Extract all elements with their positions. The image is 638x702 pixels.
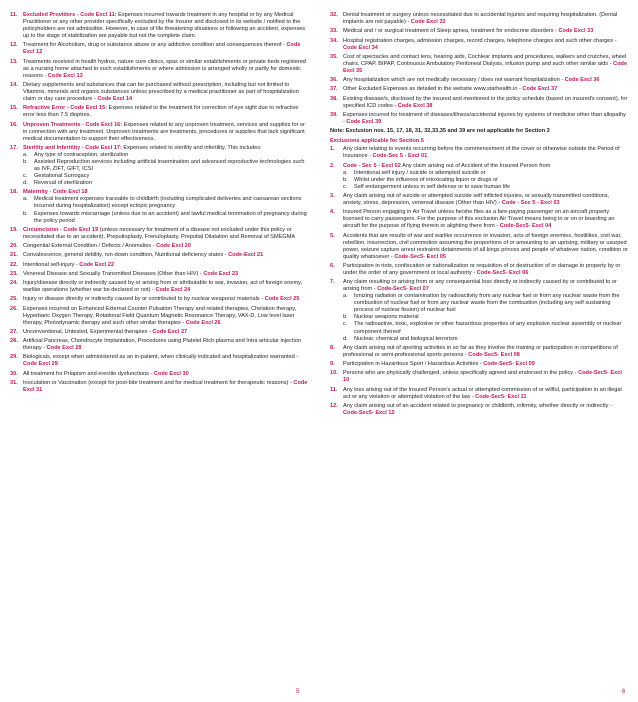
sub-clause-text: Medical treatment expenses traceable to childbirth (including complicated deliveries and caesarean sections incurred during hospitalization) except ectopic pregnancy xyxy=(34,196,302,210)
exclusion-code: Code Excl 22 xyxy=(79,261,115,268)
clause-body xyxy=(343,403,628,417)
clause-item xyxy=(10,42,308,56)
clause-item xyxy=(330,112,628,126)
clause-body xyxy=(343,387,628,401)
exclusion-code: Code-Sec5- Excl 07 xyxy=(377,286,429,293)
clause-number: 35. xyxy=(330,53,338,60)
clause-text: Any claim arising out of sporting activities in so far as they involve the training or participation in competitions of professional or semi-professional sports persons - xyxy=(343,344,618,358)
clause-text: Hospital registration charges, admission charges, record charges, telephone charges and such other charges - xyxy=(343,37,617,44)
clause-body xyxy=(23,122,308,143)
clause-text: Expenses related to any unproven treatment, services and supplies for or in connection with any treatment. Unproven treatments are treatments, procedures or supplies that lack significant medical documentation to support their effectiveness. xyxy=(23,121,306,142)
exclusion-code: Code Excl 34 xyxy=(343,44,378,51)
exclusion-code: Code Excl 24 xyxy=(155,287,191,294)
exclusion-code: Code-Sec5- Excl 04 xyxy=(499,223,552,230)
sub-clause-letter: b. xyxy=(343,176,348,183)
clause-number: 31. xyxy=(10,379,18,386)
clause-body xyxy=(343,112,628,126)
clause-body xyxy=(23,296,308,303)
clause-item xyxy=(10,306,308,327)
clause-item xyxy=(10,296,308,303)
clause-item xyxy=(330,38,628,52)
exclusion-code: Code Excl 31 xyxy=(23,379,308,393)
clause-text: Expenses related to the treatment for correction of eye sight due to refractive error less than 7.5 dioptres. xyxy=(23,105,299,119)
section5-heading: Exclusions applicable for Section 5 xyxy=(330,138,424,145)
clause-number: 28. xyxy=(10,338,18,345)
exclusion-code: Code-Sec5- Excl 12 xyxy=(343,409,395,416)
clause-body xyxy=(343,54,628,75)
clause-body xyxy=(23,82,308,103)
exclusion-code: Code Excl 25 xyxy=(264,296,300,303)
clause-text: Expenses related to sterility and infertility. This includes: xyxy=(121,144,262,151)
clause-title: Circumcision - Code Excl 19 xyxy=(23,226,99,233)
clause-title: Excluded Providers - Code Excl 11: xyxy=(23,12,117,18)
sub-clause-letter: a. xyxy=(23,151,28,158)
clause-number: 13. xyxy=(10,58,18,65)
clause-text: Artificial Pancreas, Chondrocyte Implantation, Procedures using Platelet Rich plasma and Intra articular injection therapy - xyxy=(23,338,301,352)
clause-number: 17. xyxy=(10,144,18,151)
clause-body xyxy=(343,12,628,26)
sub-clause-letter: b. xyxy=(343,314,348,321)
exclusion-code: Code Excl 37 xyxy=(522,86,558,93)
clause-number: 21. xyxy=(10,252,18,259)
clause-number: 6. xyxy=(330,262,335,269)
clause-body xyxy=(343,263,628,277)
exclusion-code: Code-Excl 21 xyxy=(228,252,264,259)
sub-clause xyxy=(23,211,308,225)
clause-item xyxy=(10,122,308,143)
clause-item xyxy=(330,96,628,110)
sub-clause xyxy=(23,152,308,159)
exclusion-code: Code Excl 14 xyxy=(97,96,133,103)
exclusion-code: Code Excl 20 xyxy=(156,243,191,250)
clause-number: 1. xyxy=(330,146,335,153)
sub-clause-letter: b. xyxy=(23,159,28,166)
clause-number: 15. xyxy=(10,105,18,112)
clause-text: Congenital External Condition / Defects / Anomalies - xyxy=(23,243,157,250)
exclusion-code: Code-Sec5- Excl 11 xyxy=(475,393,527,400)
clause-number: 24. xyxy=(10,280,18,287)
exclusion-code: Code Excl 39 xyxy=(346,118,382,125)
clause-item xyxy=(330,28,628,35)
clause-item xyxy=(330,77,628,84)
clause-body xyxy=(343,28,628,35)
clause-text: Unconventional, Untested, Experimental therapies - xyxy=(23,328,153,335)
exclusion-code: Code-Sec5- Excl 10 xyxy=(343,370,622,384)
clause-body xyxy=(23,227,308,241)
exclusion-code: Code-Sec 5 - Excl 01 xyxy=(372,153,428,160)
clause-body xyxy=(23,252,308,259)
clause-number: 2. xyxy=(330,162,335,169)
clause-body xyxy=(343,370,628,384)
clause-item xyxy=(330,146,628,160)
clause-item xyxy=(330,403,628,417)
clause-number: 33. xyxy=(330,28,338,35)
clause-text: Dental treatment or surgery unless necessitated due to accidental injuries and requiring hospitalization. (Dental implants are not payable) - xyxy=(343,12,618,26)
exclusion-code: Code Excl 33 xyxy=(558,28,594,35)
sub-clause xyxy=(23,159,308,173)
clause-text: Inoculation or Vaccination (except for post-bite treatment and for medical treatment for therapeutic reasons) - xyxy=(23,379,294,386)
clause-item xyxy=(330,279,628,342)
clause-number: 32. xyxy=(330,12,338,18)
clause-title: Unproven Treatments - Code Excl 16: xyxy=(23,121,123,128)
left-column xyxy=(10,12,308,396)
clause-body xyxy=(343,86,628,93)
sub-clause xyxy=(343,177,628,184)
sub-clause-text: Ionizing radiation or contamination by radioactivity from any nuclear fuel or from any nuclear waste from the combustion of nuclear fuel or from any nuclear waste from the combustion (including any self sustaining process of nuclear fission) of nuclear fuel xyxy=(354,293,620,314)
sub-clause xyxy=(23,173,308,180)
clause-number: 3. xyxy=(330,192,335,199)
sub-clause-letter: a. xyxy=(343,169,348,176)
page-number-right: 6 xyxy=(622,689,626,695)
clause-number: 12. xyxy=(330,402,338,409)
exclusion-code: Code Excl 29 xyxy=(23,361,58,368)
clause-item xyxy=(330,263,628,277)
clause-number: 16. xyxy=(10,121,18,128)
clause-text: Treatment for Alcoholism, drug or substance abuse or any addictive condition and consequences thereof - xyxy=(23,42,287,49)
clause-text: Expenses incurred for treatment of diseases/illness/accidental injuries by systems of medicine other than allopathy - xyxy=(343,111,626,125)
clause-body xyxy=(23,42,308,56)
sub-clause xyxy=(343,184,628,191)
exclusion-code: Code Excl 12 xyxy=(23,42,301,56)
sub-clause-letter: c. xyxy=(343,183,348,190)
clause-number: 22. xyxy=(10,261,18,268)
clause-item xyxy=(10,371,308,378)
clause-number: 23. xyxy=(10,270,18,277)
clause-item xyxy=(10,12,308,40)
clause-item xyxy=(10,252,308,259)
clause-body xyxy=(23,243,308,250)
sub-clause-letter: d. xyxy=(343,335,348,342)
clause-item xyxy=(330,345,628,359)
clause-text: Insured Person engaging in Air Travel unless he/she flies as a fare-paying passenger on an aircraft properly licensed to carry passengers. For the purpose of this exclusion Air Travel means being in or on or boarding an aircraft for the purpose of flying therein or alighting there from - xyxy=(343,209,615,230)
clause-item xyxy=(330,86,628,93)
sub-clause xyxy=(343,170,628,177)
clause-item xyxy=(330,387,628,401)
clause-number: 11. xyxy=(330,386,338,393)
clause-body xyxy=(23,189,308,224)
clause-text: (unless necessary for treatment of a disease not excluded under this policy or necessitated due to an accident), Preputioplasty, Frenuloplasty, Preputial Dilatation and Removal of SMEGMA xyxy=(23,226,296,240)
clause-number: 26. xyxy=(10,305,18,312)
clause-text: Dietary supplements and substances that can be purchased without prescription, including but not limited to Vitamins, minerals and organic substances unless prescribed by a medical practitioner as part of hospitalization claim or day care procedure - xyxy=(23,81,299,103)
sub-clause-text: The radioactive, toxic, explosive or other hazardous properties of any explosive nuclear assembly or nuclear component thereof xyxy=(354,321,622,335)
exclusion-code: Code Excl 26 xyxy=(185,319,221,326)
clause-text: Any claim resulting or arising from or any consequential loss directly or indirectly caused by or contributed to or arising from - xyxy=(343,279,617,293)
clause-number: 19. xyxy=(10,226,18,233)
sub-clause-text: Gestational Surrogacy xyxy=(34,173,90,180)
clause-item xyxy=(10,329,308,336)
sub-clause xyxy=(343,314,628,321)
clause-text-tail: Any claim arising out of Accident of the Insured Person from xyxy=(400,162,551,169)
clause-body xyxy=(343,361,628,368)
exclusion-code: Code - Sec 5 - Excl 03 xyxy=(501,199,560,206)
clause-number: 36. xyxy=(330,77,338,84)
clause-text: Venereal Disease and Sexually Transmitted Diseases (Other than HIV) - xyxy=(23,270,204,277)
clause-item xyxy=(330,163,628,191)
clause-item xyxy=(330,54,628,75)
clause-item xyxy=(10,271,308,278)
clause-item xyxy=(330,233,628,261)
clause-body xyxy=(23,105,308,119)
clause-text: Any claim relating to events occurring before the commencement of the cover or otherwise outside the Period of Insurance - xyxy=(343,146,620,160)
sub-clause-letter: b. xyxy=(23,210,28,217)
exclusion-code: Code-Sec5- Excl 06 xyxy=(476,269,529,276)
exclusion-code: Code-Sec5- Excl 09 xyxy=(483,361,535,368)
clause-text: Convalescence, general debility, run-down condition, Nutritional deficiency states - xyxy=(23,252,229,259)
sub-clause-text: Whilst under the influence of intoxicating liquor or drugs or xyxy=(354,176,498,183)
clause-body xyxy=(23,12,308,40)
clause-body xyxy=(343,209,628,230)
clause-text: Expenses incurred on Enhanced External Counter Pulsation Therapy and related therapies, Chelation therapy, Hyperbaric Oxygen Therapy, Rotational Field Quantum Magnetic Resonance Therapy, VAX-D, Low level laser therapy, Photodynamic therapy and such other similar therapies - xyxy=(23,305,297,326)
sub-clause-text: Intentional self injury / suicide or attempted suicide or xyxy=(354,169,486,176)
sub-clause-letter: d. xyxy=(23,180,28,187)
exclusion-code: Code Excl 36 xyxy=(564,77,600,84)
right-column xyxy=(330,12,628,419)
exclusion-code: Code - Sec 5 - Excl 02 xyxy=(343,162,401,169)
exclusion-code: Code Excl 27 xyxy=(152,328,188,335)
sub-clause-letter: a. xyxy=(343,293,348,300)
clause-item xyxy=(10,280,308,294)
clause-number: 4. xyxy=(330,209,335,216)
clause-body xyxy=(23,59,308,80)
exclusion-code: Code Excl 35 xyxy=(343,60,628,74)
clause-number: 14. xyxy=(10,81,18,88)
clause-item xyxy=(10,105,308,119)
exclusion-code: Code-Sec5- Excl 05 xyxy=(394,253,446,260)
clause-body xyxy=(23,380,308,394)
exclusion-code: Code Excl 28 xyxy=(46,345,82,352)
sub-clause-text: Nuclear weapons material xyxy=(354,314,419,321)
clause-text: Accidents that are results of war and warlike occurrence or invasion, acts of foreign enemies, hostilities, civil war, rebellion, insurrection, civil commotion assuming the proportions of or amounting to an uprising, military or usurped power, seizure capture arrest restraints detainments of all kings princes and people of whatever nation, condition or quality whatsoever - xyxy=(343,232,628,260)
clause-body xyxy=(343,345,628,359)
clause-text: Existing disease/s, disclosed by the insured and mentioned in the policy schedule (based on insured's consent), for specified ICD codes - xyxy=(343,95,628,109)
clause-text: Other Excluded Expenses as detailed in the website www.starhealth.in - xyxy=(343,86,523,93)
clause-text: Persons who are physically challenged, unless specifically agreed and endorsed in the policy - xyxy=(343,370,579,377)
clause-number: 39. xyxy=(330,111,338,118)
clause-title: Refractive Error - Code Excl 15: xyxy=(23,105,107,112)
clause-text: Treatments received in health hydros, nature cure clinics, spas or similar establishments or private beds registered as a nursing home attached to such establishments or where admission is arranged wholly or partly for domestic reasons - xyxy=(23,58,307,79)
clause-item xyxy=(10,145,308,187)
clause-text: Any claim arising out of an accident related to pregnancy or childbirth, infirmity, whether directly or indirectly - xyxy=(343,402,612,409)
clause-body xyxy=(343,279,628,342)
clause-text: Intentional self-injury - xyxy=(23,261,80,268)
clause-item xyxy=(10,380,308,394)
clause-item xyxy=(10,59,308,80)
sub-clause-text: Assisted Reproduction services including artificial insemination and advanced reproductive technologies such as IVF, ZIFT, GIFT, ICSI xyxy=(34,159,305,173)
clause-body xyxy=(23,371,308,378)
page-number-left: 5 xyxy=(296,689,300,695)
sub-clause xyxy=(23,180,308,187)
clause-body xyxy=(23,329,308,336)
clause-number: 7. xyxy=(330,279,335,286)
clause-item xyxy=(330,12,628,26)
clause-item xyxy=(330,193,628,207)
clause-body xyxy=(23,262,308,269)
clause-number: 34. xyxy=(330,37,338,44)
clause-body xyxy=(23,271,308,278)
clause-number: 37. xyxy=(330,86,338,93)
clause-number: 27. xyxy=(10,328,18,335)
clause-title: Maternity - Code Excl 18 xyxy=(23,189,88,196)
clause-text: Medical and / or surgical treatment of Sleep apnea, treatment for endocrine disorders - xyxy=(343,28,559,35)
exclusion-code: Code Excl 13 xyxy=(47,72,83,79)
sub-clause-text: Any type of contraception, sterilization xyxy=(34,151,129,158)
clause-number: 10. xyxy=(330,370,338,377)
clause-number: 11. xyxy=(10,12,18,18)
sub-clause xyxy=(23,196,308,210)
clause-item xyxy=(10,338,308,352)
clause-number: 38. xyxy=(330,95,338,102)
sub-clause xyxy=(343,336,628,343)
clause-number: 25. xyxy=(10,296,18,303)
clause-text: Biologicals, except when administered as an in-patient, when clinically indicated and hospitalization warranted - xyxy=(23,354,299,361)
clause-number: 30. xyxy=(10,370,18,377)
clause-item xyxy=(10,262,308,269)
clause-text: Any loss arising out of the Insured Person's actual or attempted commission of or willful, participation in an illegal act or any violation or attempted violation of the law - xyxy=(343,386,622,400)
clause-text: Expenses incurred towards treatment in any hospital or by any Medical Practitioner or any other provider specifically excluded by the Insurer and disclosed in its website / notified to the policyholders are not admissible. However, in case of life threatening situations or following an accident, expenses up to the stage of stabilization are payable but not the complete claim. xyxy=(23,12,306,40)
clause-body xyxy=(343,38,628,52)
clause-item xyxy=(330,361,628,368)
clause-text: Any claim arising out of suicide or attempted suicide self inflicted injuries, or sexually transmitted conditions, anxiety, stress, depression, venereal disease (Other than HIV) - xyxy=(343,192,610,206)
clause-body xyxy=(343,146,628,160)
clause-text: All treatment for Priapism and erectile dysfunctions - xyxy=(23,370,154,377)
clause-item xyxy=(10,189,308,224)
clause-number: 5. xyxy=(330,232,335,239)
clause-body xyxy=(23,306,308,327)
clause-item xyxy=(10,354,308,368)
sub-clause-letter: c. xyxy=(23,173,28,180)
sub-clause-text: Self endangerment unless in self defense or to save human life xyxy=(354,183,511,190)
clause-item xyxy=(10,82,308,103)
clause-number: 18. xyxy=(10,189,18,196)
exclusion-code: Code Excl 38 xyxy=(397,102,433,109)
clause-number: 8. xyxy=(330,344,335,351)
clause-item xyxy=(10,227,308,241)
clause-number: 12. xyxy=(10,42,18,49)
sub-clause xyxy=(343,293,628,314)
clause-body xyxy=(23,145,308,187)
clause-body xyxy=(343,233,628,261)
clause-title: Sterility and Infertility - Code Excl 17: xyxy=(23,144,122,151)
sub-clause-letter: a. xyxy=(23,196,28,203)
exclusion-code: Code Excl 32 xyxy=(410,19,446,26)
clause-body xyxy=(343,96,628,110)
exclusion-code: Code Excl 30 xyxy=(153,370,189,377)
exclusion-code: Code-Sec5- Excl 08 xyxy=(468,351,520,358)
clause-number: 20. xyxy=(10,243,18,250)
sub-clause-text: Expenses towards miscarriage (unless due to an accident) and lawful medical termination of pregnancy during the policy period xyxy=(34,210,307,224)
clause-body xyxy=(23,280,308,294)
clause-item xyxy=(330,370,628,384)
clause-body xyxy=(343,193,628,207)
sub-clause xyxy=(343,321,628,335)
clause-text: Participation in Hazardous Sport / Hazardous Activities - xyxy=(343,361,484,368)
clause-body xyxy=(23,354,308,368)
clause-item xyxy=(330,209,628,230)
clause-body xyxy=(343,163,628,191)
clause-text: Cost of spectacles and contact lens, hearing aids, Cochlear implants and procedures, walkers and crutches, wheel chairs, CPAP, BIPAP, Continuous Ambulatory Peritoneal Dialysis, infusion pump and such other similar aids - xyxy=(343,53,627,67)
clause-number: 9. xyxy=(330,361,335,368)
section3-note: Note: Exclusion nos. 15, 17, 18, 31, 32,33,35 and 39 are not applicable for Section 3 xyxy=(330,128,550,135)
sub-clause-text: Nuclear, chemical and biological terrorism xyxy=(354,335,458,342)
clause-text: Injury/disease directly or indirectly caused by or arising from or attributable to war, invasion, act of foreign enemy, warlike operations (whether war be declared or not) - xyxy=(23,280,303,294)
clause-body xyxy=(343,77,628,84)
sub-clause-text: Reversal of sterilization xyxy=(34,180,92,187)
exclusion-code: Code Excl 23 xyxy=(203,270,239,277)
clause-text: Participation in riots, confiscation or nationalization or requisition of or destruction of or damage to property by or under the order of any government or local authority - xyxy=(343,262,621,276)
clause-text: Injury or disease directly or indirectly caused by or contributed to by nuclear weapons/ materials - xyxy=(23,296,265,303)
clause-text: Any hospitalization which are not medically necessary / does not warrant hospitalization - xyxy=(343,77,565,84)
sub-clause-letter: c. xyxy=(343,321,348,328)
clause-number: 29. xyxy=(10,354,18,361)
clause-body xyxy=(23,338,308,352)
clause-item xyxy=(10,243,308,250)
